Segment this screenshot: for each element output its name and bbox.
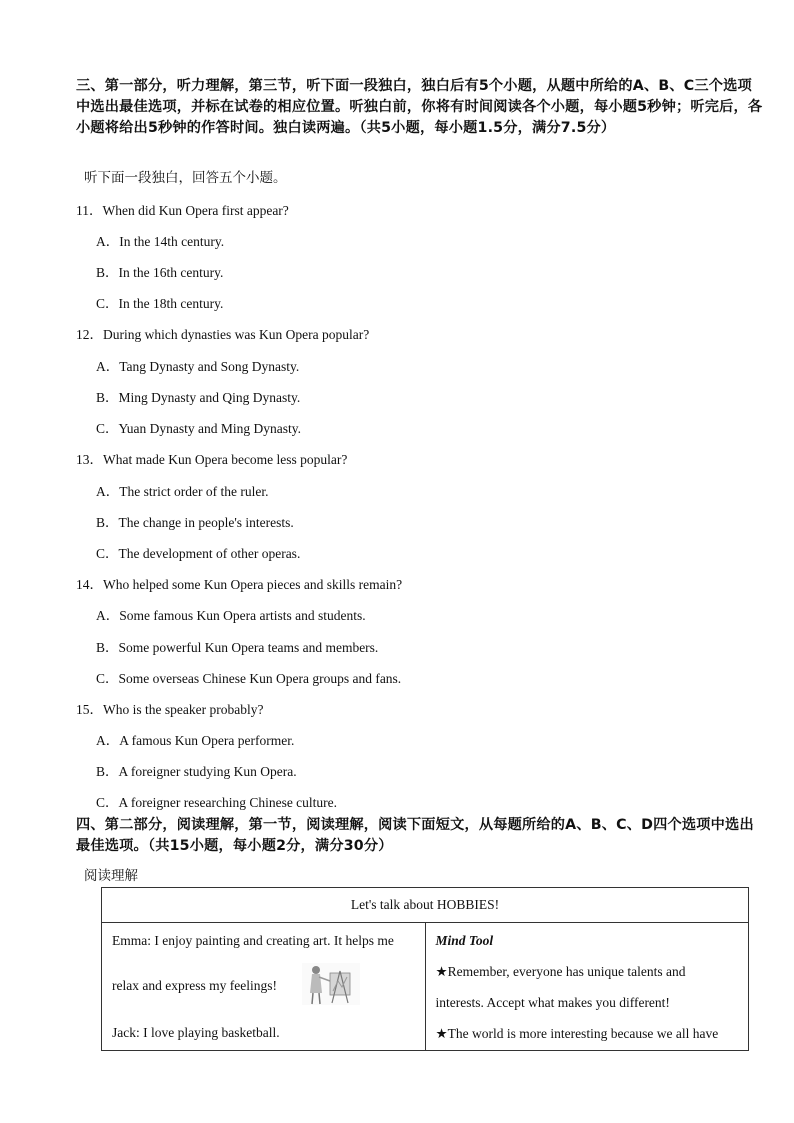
question-13: 13．What made Kun Opera become less popular? <box>76 452 348 467</box>
section4-heading: 四、第二部分，阅读理解，第一节，阅读理解，阅读下面短文，从每题所给的A、B、C、D四个选项中选出最佳选项。（共15小题，每小题2分，满分30分） <box>76 817 754 854</box>
q15-option-c[interactable]: C．A foreigner researching Chinese culture. <box>96 795 338 810</box>
mind-tool-line-3: ★The world is more interesting because we all have <box>435 1026 719 1041</box>
section3-intro: 听下面一段独白，回答五个小题。 <box>84 170 287 186</box>
mind-tool-line-2: interests. Accept what makes you different! <box>435 995 670 1010</box>
q15-option-a[interactable]: A．A famous Kun Opera performer. <box>96 733 295 748</box>
question-12: 12．During which dynasties was Kun Opera popular? <box>76 327 370 342</box>
mind-tool-line-1: ★Remember, everyone has unique talents and <box>435 964 686 979</box>
q14-option-a[interactable]: A．Some famous Kun Opera artists and students. <box>96 608 366 623</box>
table-title: Let's talk about HOBBIES! <box>102 888 749 923</box>
painting-girl-image <box>302 963 360 1005</box>
question-15: 15．Who is the speaker probably? <box>76 702 264 717</box>
q11-option-a[interactable]: A．In the 14th century. <box>96 234 225 249</box>
q13-option-c[interactable]: C．The development of other operas. <box>96 546 301 561</box>
section4-intro: 阅读理解 <box>84 868 138 884</box>
q14-option-c[interactable]: C．Some overseas Chinese Kun Opera groups and fans. <box>96 671 402 686</box>
q12-option-b[interactable]: B．Ming Dynasty and Qing Dynasty. <box>96 390 301 405</box>
jack-line: Jack: I love playing basketball. <box>112 1025 280 1040</box>
q11-option-c[interactable]: C．In the 18th century. <box>96 296 224 311</box>
mind-tool-title: Mind Tool <box>435 933 494 948</box>
section3-heading: 三、第一部分，听力理解，第三节，听下面一段独白，独白后有5个小题，从题中所给的A、B、C三个选项中选出最佳选项，并标在试卷的相应位置。听独白前，你将有时间阅读各个小题，每小题5秒钟；听完后，各小题将给出5秒钟的作答时间。独白读两遍。（共5小题，每小题1.5分，满分7.5分） <box>76 78 763 136</box>
emma-line-2: relax and express my feelings! <box>112 978 277 993</box>
table-left-cell <box>102 923 426 1051</box>
q12-option-c[interactable]: C．Yuan Dynasty and Ming Dynasty. <box>96 421 301 436</box>
q11-option-b[interactable]: B．In the 16th century. <box>96 265 224 280</box>
emma-line-1: Emma: I enjoy painting and creating art. It helps me <box>112 933 394 948</box>
q15-option-b[interactable]: B．A foreigner studying Kun Opera. <box>96 764 297 779</box>
question-14: 14．Who helped some Kun Opera pieces and skills remain? <box>76 577 403 592</box>
q13-option-a[interactable]: A．The strict order of the ruler. <box>96 484 269 499</box>
question-11: 11．When did Kun Opera first appear? <box>76 203 289 218</box>
table-right-cell <box>425 923 749 1051</box>
hobbies-table <box>101 887 749 1051</box>
q12-option-a[interactable]: A．Tang Dynasty and Song Dynasty. <box>96 359 300 374</box>
q14-option-b[interactable]: B．Some powerful Kun Opera teams and members. <box>96 640 379 655</box>
q13-option-b[interactable]: B．The change in people's interests. <box>96 515 294 530</box>
